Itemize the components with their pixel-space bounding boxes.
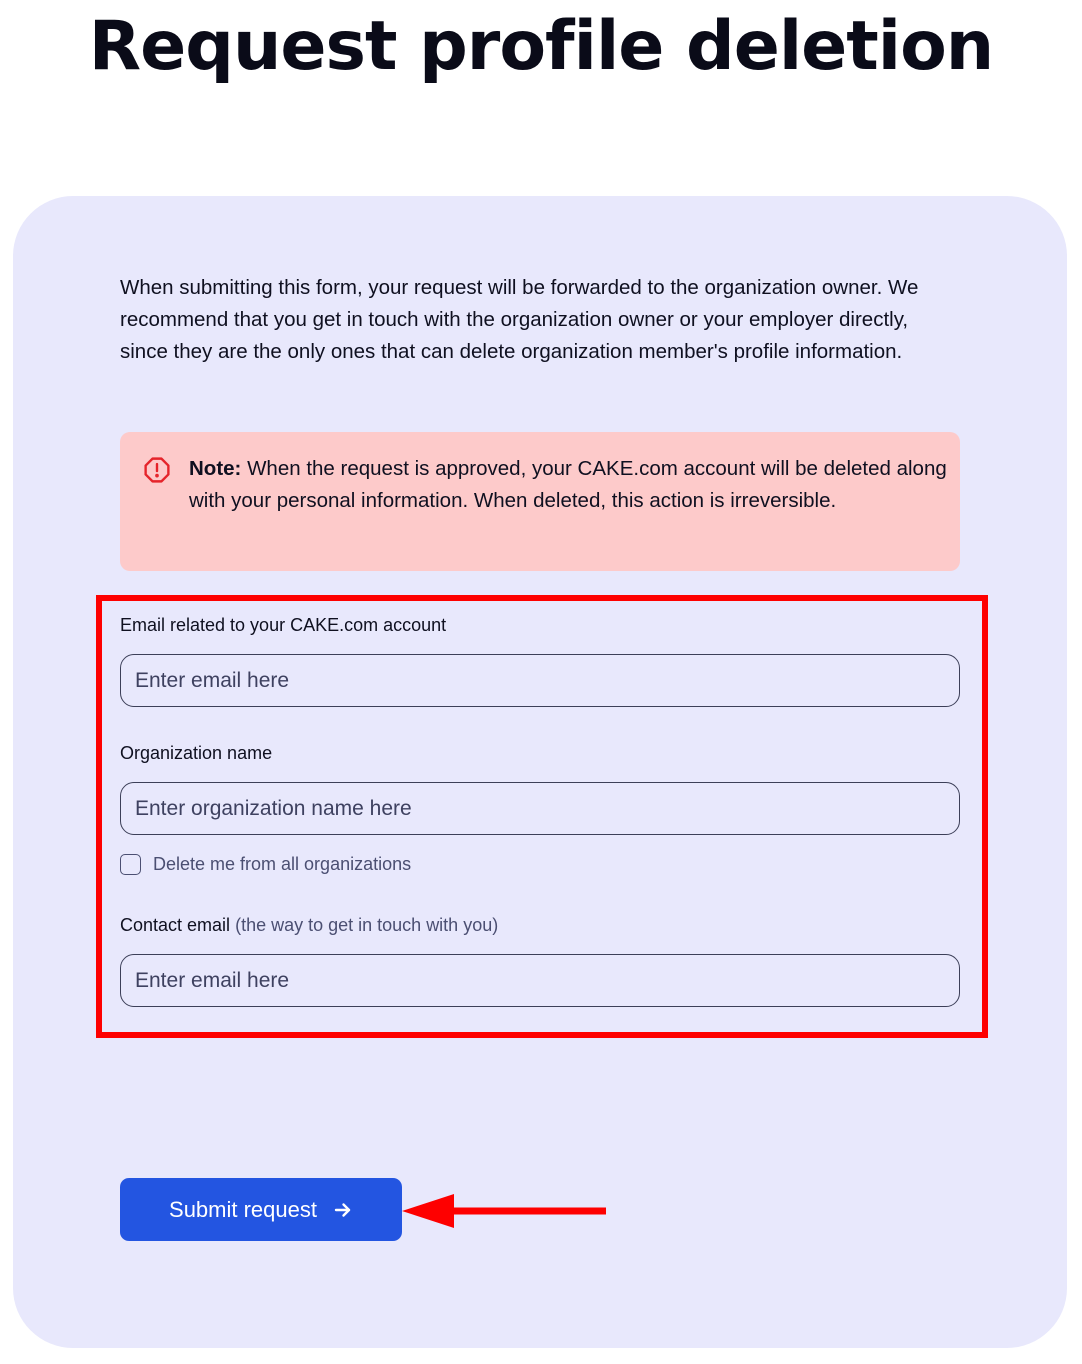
intro-text: When submitting this form, your request will be forwarded to the organization owner. We recommend that you get in touch with the organization owner or your employer directly, since they are the only ones that can delete organization member's profile information. — [120, 276, 919, 363]
annotation-arrow-icon — [400, 1190, 610, 1232]
arrow-right-icon — [333, 1200, 353, 1220]
delete-all-checkbox-label[interactable]: Delete me from all organizations — [153, 853, 412, 874]
organization-name-input[interactable] — [120, 782, 960, 835]
alert-octagon-icon — [144, 457, 170, 483]
delete-all-checkbox-row[interactable] — [120, 852, 411, 876]
submit-label: Submit request — [169, 1196, 317, 1222]
contact-email-input[interactable] — [120, 954, 960, 1007]
account-email-input[interactable] — [120, 654, 960, 707]
alert-label: Note: — [189, 457, 242, 480]
alert-message — [189, 453, 949, 517]
submit-request-button[interactable] — [120, 1178, 402, 1241]
delete-all-checkbox[interactable] — [120, 854, 141, 875]
organization-name-label: Organization name — [120, 743, 273, 763]
account-email-label: Email related to your CAKE.com account — [120, 615, 447, 635]
alert-body: When the request is approved, your CAKE.com account will be deleted along with your personal information. When deleted, this action is irreversible. — [189, 457, 947, 512]
contact-email-label-text: Contact email — [120, 915, 231, 935]
contact-email-label — [120, 914, 498, 936]
note-alert — [120, 432, 960, 571]
contact-email-hint: (the way to get in touch with you) — [235, 915, 499, 935]
page-title: Request profile deletion — [88, 7, 994, 86]
